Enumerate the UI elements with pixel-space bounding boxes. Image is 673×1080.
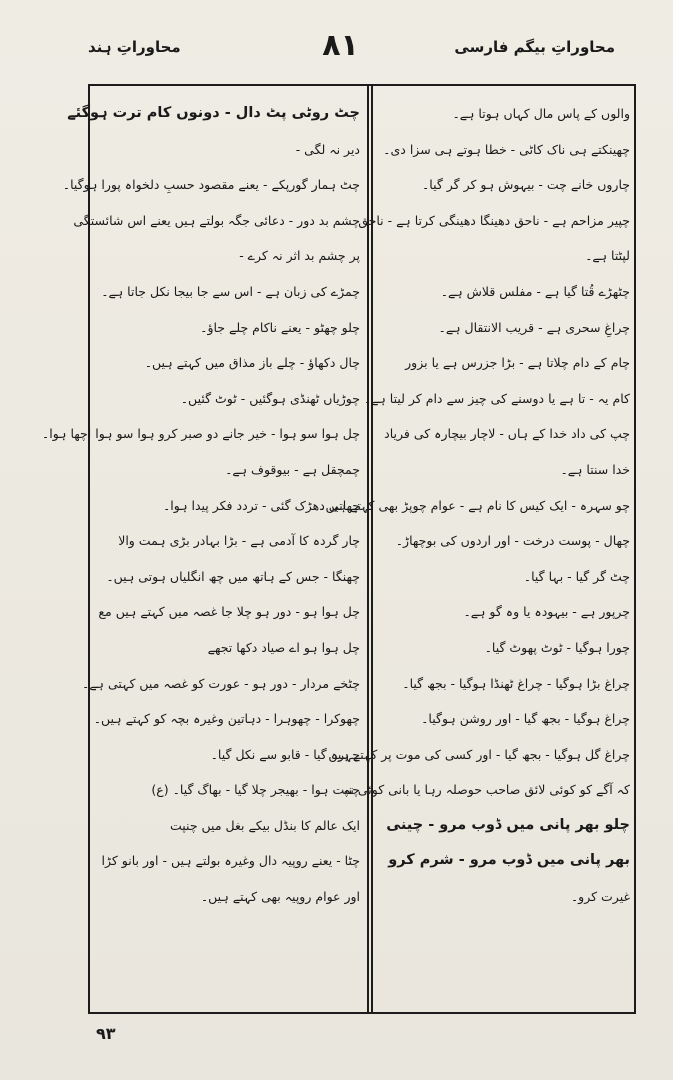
entry-line: چٹ روٹی پٹ دال - دونوں کام ترت ہوگئے	[67, 105, 360, 121]
entry-line: بھر پانی میں ڈوب مرو - شرم کرو	[388, 852, 630, 869]
entry-line: چپیر مزاحم ہے - ناحق دھینگا دھینگی کرتا ہے - ناحق	[358, 212, 630, 228]
entry-line: چمچقل ہے - بیوقوف ہے۔	[225, 461, 360, 477]
entry-line: چھاتی دھڑک گئی - تردد فکر پیدا ہوا۔	[162, 497, 360, 513]
entry-line: چراغ بڑا ہوگیا - چراغ ٹھنڈا ہوگیا - بجھ گیا۔	[402, 675, 630, 691]
entry-line: چلو بھر پانی میں ڈوب مرو - چینی	[386, 816, 630, 833]
entry-line: چرپور ہے - بیہودہ یا وہ گو ہے۔	[463, 604, 630, 620]
entry-line: چھینکتے ہی ناک کاٹی - خطا ہوتے ہی سزا دی۔	[383, 141, 630, 157]
entry-line: چار گردہ کا آدمی ہے - بڑا بہادر بڑی ہمت والا	[118, 533, 360, 549]
entry-line: چٹھڑے قُتا گیا ہے - مفلس قلاش ہے۔	[440, 283, 630, 299]
header-left-title: محاوراتِ ہند	[88, 38, 181, 56]
entry-line: چھال - پوست درخت - اور اردوں کی بوچھاڑ۔	[395, 533, 630, 549]
entry-line: چل ہوا سو ہوا - خیر جانے دو صبر کرو ہوا سو ہوا اچھا ہوا۔	[41, 426, 360, 442]
entry-line: چراغ گل ہوگیا - بجھ گیا - اور کسی کی موت پر کہتے ہیں	[328, 746, 630, 762]
entry-line: چراغِ سحری ہے - قریب الانتقال ہے۔	[438, 319, 630, 335]
entry-line: چال دکھاؤ - چلے باز مذاق میں کہتے ہیں۔	[144, 355, 360, 371]
entry-line: چوڑیاں ٹھنڈی ہوگئیں - ٹوٹ گئیں۔	[180, 390, 360, 406]
entry-line: چو سہرہ - ایک کیس کا نام ہے - عوام چوپڑ بھی کہتے ہیں۔	[318, 497, 630, 513]
entry-line: کہ آگے کو کوئی لائق صاحب حوصلہ رہا یا بانی کوئی نہ	[343, 782, 630, 798]
entry-line: چٹخے مردار - دور ہو - عورت کو غصہ میں کہتی ہے۔	[82, 675, 360, 691]
entry-line: چورا ہوگیا - ٹوٹ پھوٹ گیا۔	[484, 639, 630, 655]
footer-page-number: ۹۳	[96, 1024, 116, 1043]
header-right-title: محاوراتِ بیگم فارسی	[454, 38, 615, 56]
header-page-number: ۸۱	[322, 28, 359, 63]
entry-line: چھوکرا - چھوہرا - دہاتین وغیرہ بچہ کو کہتے ہیں۔	[93, 711, 360, 727]
entry-line: چنپت ہوا - بھیجر چلا گیا - بھاگ گیا۔ (ع)	[151, 782, 360, 798]
entry-line: غیرت کرو۔	[570, 889, 630, 905]
entry-line: چٹ گر گیا - بہا گیا۔	[523, 568, 630, 584]
entry-line: لپٹتا ہے۔	[585, 248, 630, 264]
entry-line: چہرہ گیا - قابو سے نکل گیا۔	[210, 746, 360, 762]
entry-line: چٹ ہمار گورپکے - یعنے مقصود حسبِ دلخواہ پورا ہوگیا۔	[62, 177, 360, 193]
entry-line: دیر نہ لگی -	[295, 141, 360, 157]
entry-line: چشم بد دور - دعائی جگہ بولتے ہیں یعنے اس شائستگی	[73, 212, 360, 228]
left-column	[41, 96, 360, 1000]
text-frame	[41, 84, 636, 1014]
verse-line: چل ہوا ہو اے صیاد دکھا تجھے	[207, 639, 360, 655]
entry-line: چلو چھٹو - یعنے ناکام چلے جاؤ۔	[200, 319, 360, 335]
page-header	[60, 28, 621, 68]
entry-line: خدا سنتا ہے۔	[560, 461, 630, 477]
entry-line: کام یہ - تا ہے یا دوسنے کی چیز سے دام کر لیتا ہے۔	[363, 390, 630, 406]
entry-line: چل ہوا ہو - دور ہو چلا جا غصہ میں کہتے ہیں مع	[98, 604, 360, 620]
entry-line: چام کے دام چلاتا ہے - بڑا جزرس ہے یا بزور	[405, 355, 630, 371]
entry-line: پر چشم بد اثر نہ کرے -	[239, 248, 360, 264]
entry-line: اور عوام روپیہ بھی کہتے ہیں۔	[200, 889, 360, 905]
entry-line: چمڑے کی زبان ہے - اس سے جا بیجا نکل جاتا ہے۔	[101, 283, 360, 299]
entry-line: والوں کے پاس مال کہاں ہوتا ہے۔	[452, 106, 630, 121]
entry-line: چاروں خانے چت - بیہوش ہو کر گر گیا۔	[421, 177, 630, 193]
entry-line: چپ کی داد خدا کے ہاں - لاچار بیچارہ کی فریاد	[384, 426, 630, 442]
entry-line: چٹا - یعنے روپیہ دال وغیرہ بولتے ہیں - اور بانو کڑا	[101, 853, 360, 869]
entry-line: چھنگا - جس کے ہاتھ میں چھ انگلیاں ہوتی ہیں۔	[106, 568, 360, 584]
verse-line: ایک عالم کا بنڈل بیکے بغل میں چنپت	[170, 817, 360, 833]
entry-line: چراغ ہوگیا - بجھ گیا - اور روشن ہوگیا۔	[421, 711, 630, 727]
